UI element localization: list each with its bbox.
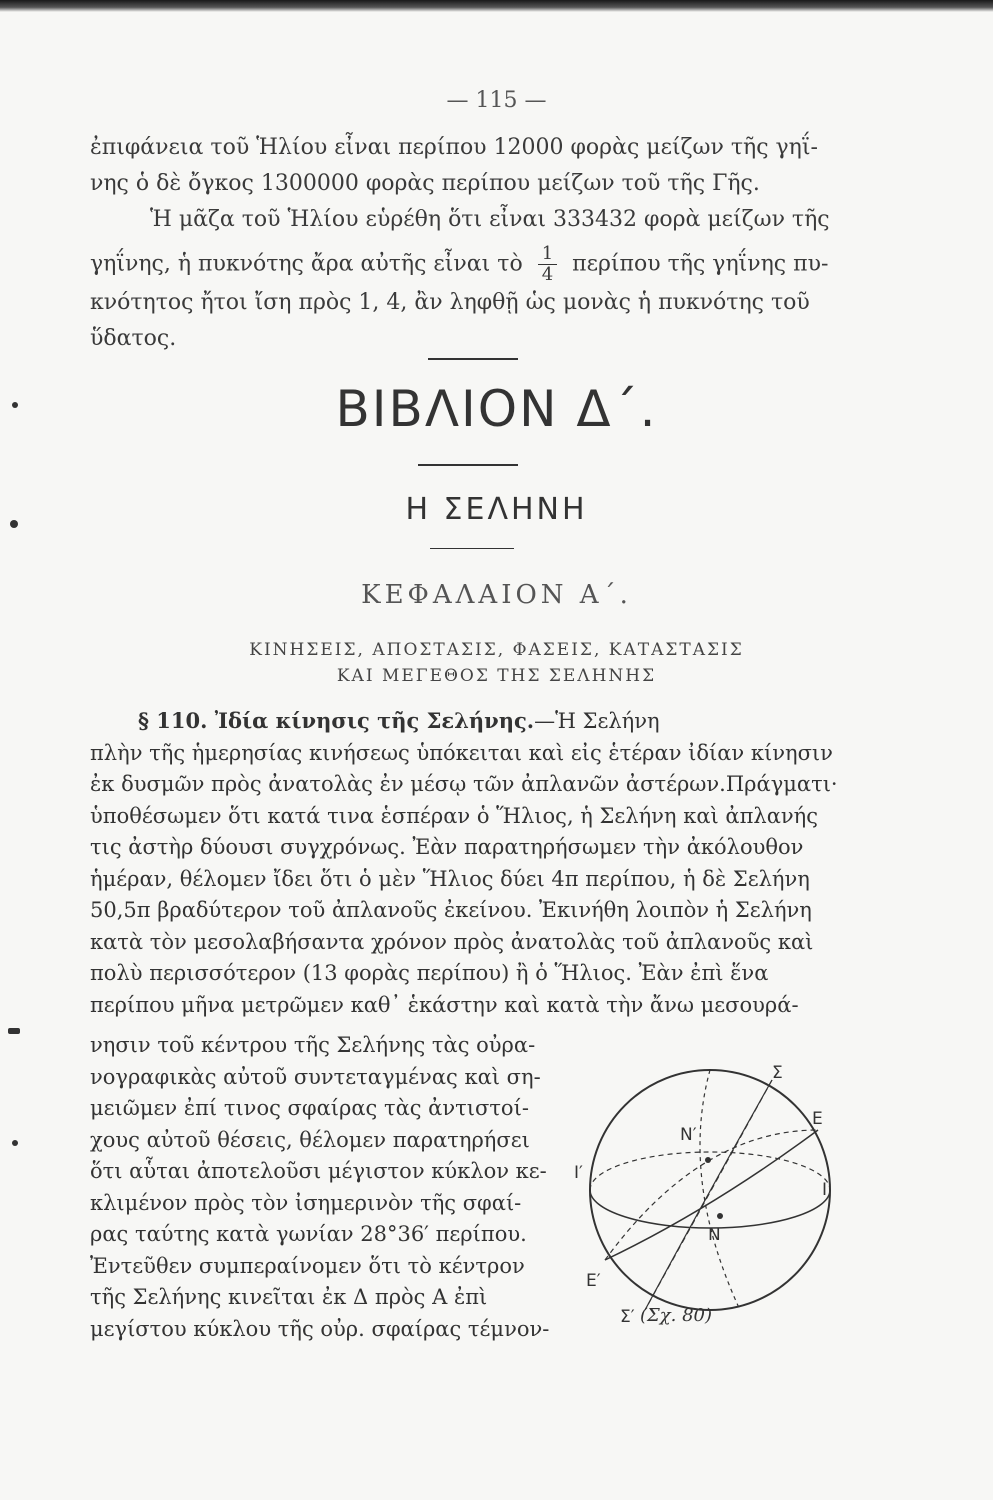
body-line: ὑποθέσωμεν ὅτι κατά τινα ἑσπέραν ὁ Ἥλιος, ἡ Σελήνη καὶ ἀπλανής: [90, 803, 818, 828]
body-line: τις ἀστὴρ δύουσι συγχρόνως. Ἐὰν παρατηρήσωμεν τὴν ἀκόλουθον: [90, 835, 804, 859]
label-sigma-prime: Σ′: [620, 1307, 635, 1327]
margin-mark: [12, 402, 18, 408]
equator-back: [590, 1152, 830, 1190]
figure-caption: (Σχ. 80): [640, 1305, 713, 1326]
narrow-line: ρας ταύτης κατὰ γωνίαν 28°36′ περίπου.: [90, 1222, 527, 1246]
section-body: [90, 705, 838, 1021]
narrow-line: νογραφικὰς αὐτοῦ συντεταγμένας καὶ ση-: [90, 1064, 541, 1089]
section-heading: § 110. Ἰδία κίνησις τῆς Σελήνης.: [138, 708, 535, 733]
narrow-line: μεγίστου κύκλου τῆς οὐρ. σφαίρας τέμνον-: [90, 1316, 550, 1341]
fraction: [538, 244, 557, 285]
margin-mark: [10, 520, 18, 528]
fraction-numerator: 1: [538, 244, 557, 265]
label-i: Ι: [822, 1180, 828, 1200]
divider: [418, 464, 518, 466]
body-line: πλὴν τῆς ἡμερησίας κινήσεως ὑπόκειται καὶ εἰς ἑτέραν ἰδίαν κίνησιν: [90, 740, 833, 765]
label-n: Ν: [708, 1225, 721, 1245]
intro-line: γηΐνης, ἡ πυκνότης ἄρα αὐτῆς εἶναι τὸ: [90, 251, 523, 277]
divider: [430, 548, 514, 549]
chapter-subtitle: ΚΙΝΗΣΕΙΣ, ΑΠΟΣΤΑΣΙΣ, ΦΑΣΕΙΣ, ΚΑΤΑΣΤΑΣΙΣ: [249, 640, 744, 660]
body-line: ἐκ δυσμῶν πρὸς ἀνατολὰς ἐν μέσῳ τῶν ἀπλανῶν ἀστέρων.Πράγματι·: [90, 772, 838, 796]
narrow-line: ὅτι αὗται ἀποτελοῦσι μέγιστον κύκλον κε-: [90, 1159, 547, 1183]
equator-front: [590, 1190, 830, 1228]
intro-line: Ἡ μᾶζα τοῦ Ἡλίου εὑρέθη ὅτι εἶναι 333432 φορὰ μείζων τῆς: [150, 207, 830, 232]
label-e-prime: Ε′: [586, 1271, 601, 1291]
narrow-line: Ἐντεῦθεν συμπεραίνομεν ὅτι τὸ κέντρον: [90, 1253, 525, 1278]
node-lower-point: [717, 1213, 723, 1219]
intro-line: κνότητος ἤτοι ἴση πρὸς 1, 4, ἂν ληφθῇ ὡς μονὰς ἡ πυκνότης τοῦ: [90, 290, 810, 315]
meridian-curve: [645, 1080, 772, 1310]
label-e: Ε: [812, 1109, 823, 1129]
body-line: περίπου μῆνα μετρῶμεν καθ᾽ ἑκάστην καὶ κατὰ τὴν ἄνω μεσουρά-: [90, 992, 799, 1017]
orbit-curve: [700, 1070, 740, 1310]
intro-paragraph: [90, 130, 830, 357]
body-line: —Ἡ Σελήνη: [534, 709, 660, 733]
narrow-column: [90, 1030, 549, 1345]
narrow-line: νησιν τοῦ κέντρου τῆς Σελήνης τὰς οὐρα-: [90, 1033, 536, 1057]
narrow-line: κλιμένον πρὸς τὸν ἰσημερινὸν τῆς σφαί-: [90, 1190, 522, 1215]
intro-line-with-fraction: [90, 244, 830, 285]
intro-line: νης ὁ δὲ ὄγκος 1300000 φορὰς περίπου μείζων τοῦ τῆς Γῆς.: [90, 171, 760, 196]
node-upper-point: [705, 1157, 711, 1163]
body-line: κατὰ τὸν μεσολαβήσαντα χρόνον πρὸς ἀνατολὰς τοῦ ἀπλανοῦς καὶ: [90, 929, 814, 954]
body-line: πολὺ περισσότερον (13 φορὰς περίπου) ἢ ὁ Ἥλιος. Ἐὰν ἐπὶ ἕνα: [90, 961, 769, 985]
label-sigma: Σ: [772, 1063, 783, 1083]
chapter-title: ΚΕΦΑΛΑΙΟΝ Α΄.: [361, 580, 632, 610]
intro-line: ἐπιφάνεια τοῦ Ἡλίου εἶναι περίπου 12000 φορὰς μείζων τῆς γηΐ-: [90, 135, 818, 160]
intro-line: περίπου τῆς γηΐνης πυ-: [572, 251, 829, 277]
page-number: — 115 —: [446, 88, 547, 113]
subject-title: Η ΣΕΛΗΝΗ: [405, 492, 588, 527]
section-first-line: [90, 705, 838, 738]
margin-mark: [12, 1140, 18, 1146]
intro-line: ὕδατος.: [90, 326, 177, 351]
divider: [428, 358, 518, 360]
label-n-prime: Ν′: [680, 1125, 697, 1145]
fraction-denominator: 4: [541, 264, 554, 285]
narrow-line: χους αὐτοῦ θέσεις, θέλομεν παρατηρήσει: [90, 1127, 530, 1152]
body-line: ἡμέραν, θέλομεν ἴδει ὅτι ὁ μὲν Ἥλιος δύει 4π περίπου, ἡ δὲ Σελήνη: [90, 866, 810, 891]
narrow-line: μειῶμεν ἐπί τινος σφαίρας τὰς ἀντιστοί-: [90, 1096, 529, 1120]
scan-edge: [0, 0, 993, 12]
label-i-prime: Ι′: [574, 1163, 583, 1183]
body-line: 50,5π βραδύτερον τοῦ ἀπλανοῦς ἐκείνου. Ἐκινήθη λοιπὸν ἡ Σελήνη: [90, 898, 812, 922]
margin-mark: [8, 1028, 20, 1034]
book-title: ΒΙΒΛΙΟΝ Δ΄.: [335, 380, 658, 438]
narrow-line: τῆς Σελήνης κινεῖται ἐκ Δ πρὸς Α ἐπὶ: [90, 1285, 488, 1309]
chapter-subtitle: ΚΑΙ ΜΕΓΕΘΟΣ ΤΗΣ ΣΕΛΗΝΗΣ: [336, 666, 657, 686]
